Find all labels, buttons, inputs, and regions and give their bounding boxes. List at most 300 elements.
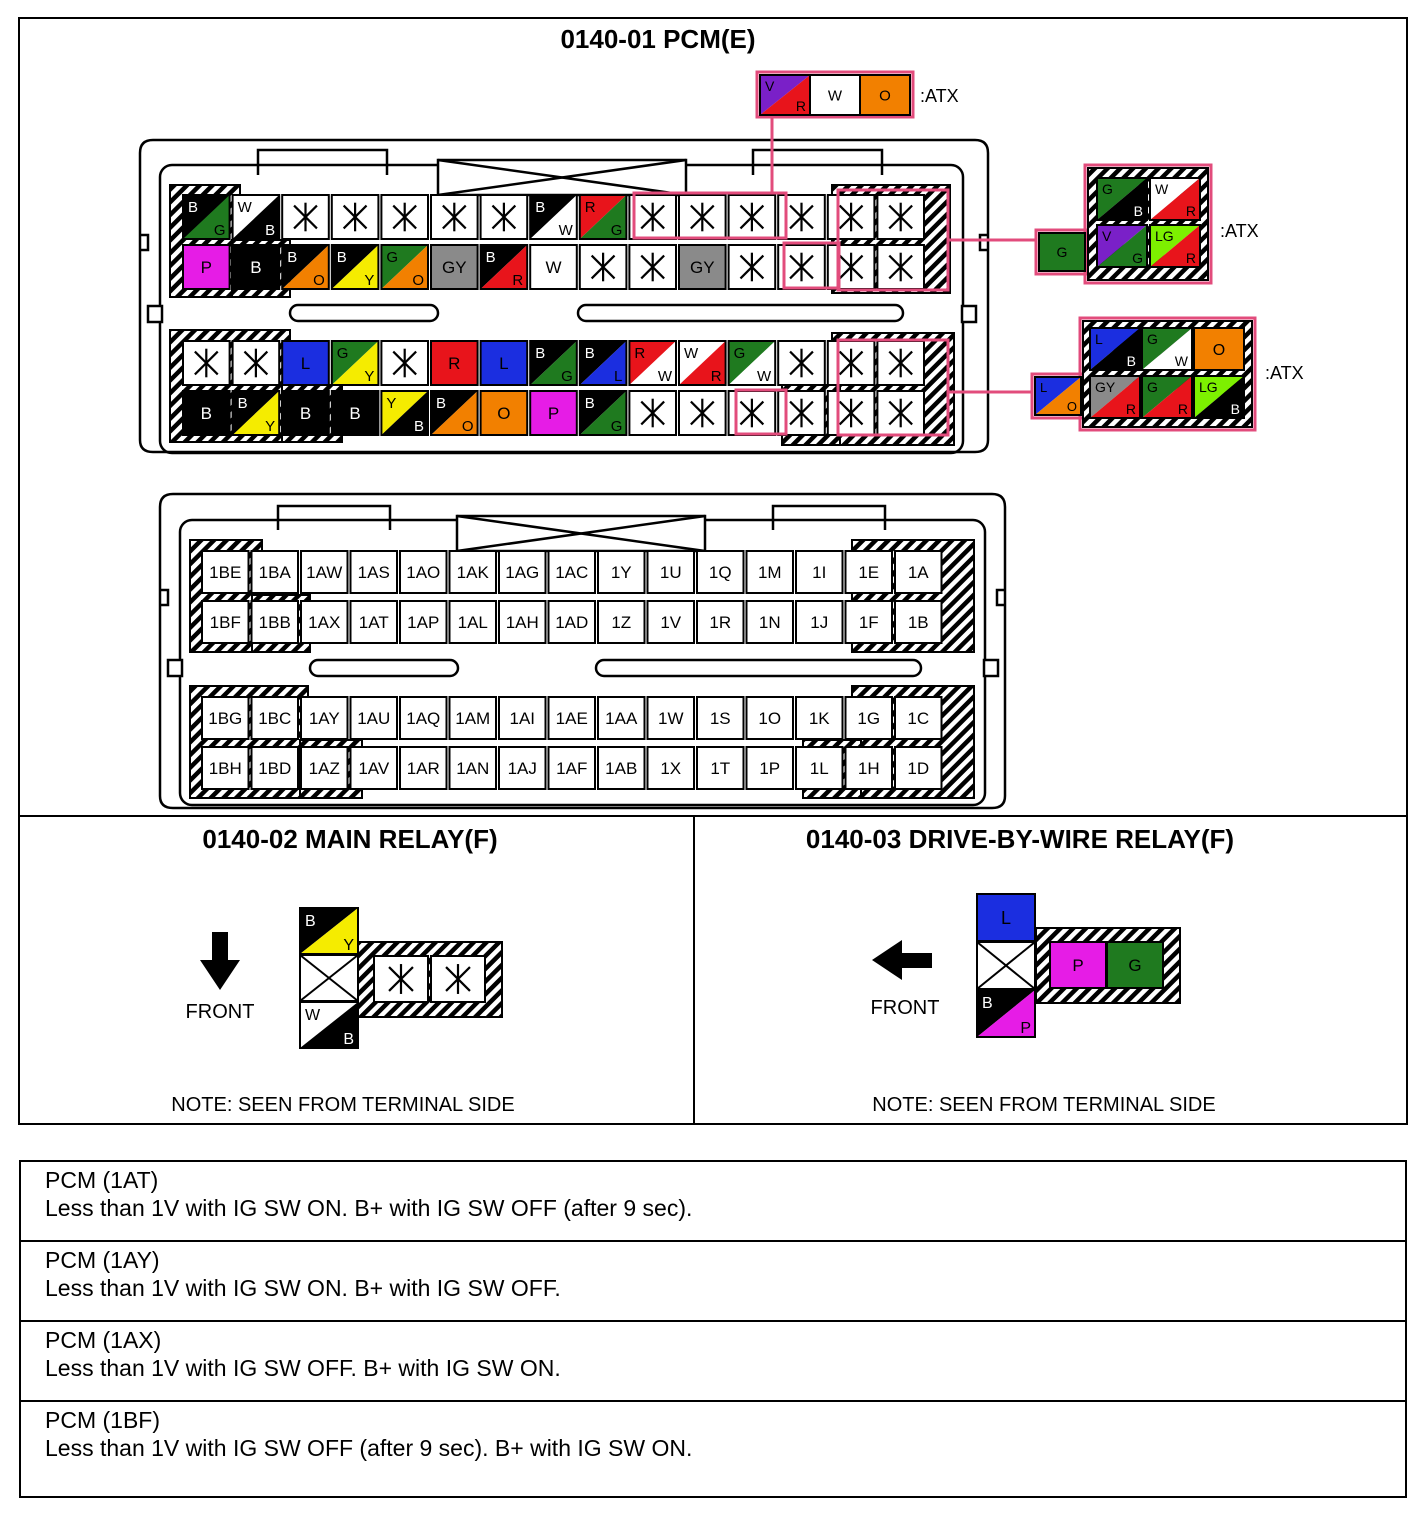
svg-text:G: G bbox=[733, 345, 746, 362]
svg-text:O: O bbox=[879, 87, 891, 105]
wire-pin bbox=[1035, 377, 1081, 415]
svg-text:V: V bbox=[765, 78, 775, 94]
wire-pin bbox=[431, 391, 478, 435]
note-text: Less than 1V with IG SW ON. B+ with IG SW OFF (after 9 sec). bbox=[45, 1195, 693, 1221]
terminal-cell bbox=[895, 697, 942, 739]
svg-text:1F: 1F bbox=[858, 613, 879, 632]
unused-pin bbox=[877, 391, 924, 435]
svg-text:1AU: 1AU bbox=[357, 709, 391, 728]
svg-text:P: P bbox=[200, 258, 212, 278]
wire-pin bbox=[580, 195, 627, 239]
svg-text:B: B bbox=[305, 913, 316, 930]
note-text: Less than 1V with IG SW OFF (after 9 sec). B+ with IG SW ON. bbox=[45, 1435, 693, 1461]
svg-text:B: B bbox=[336, 249, 347, 266]
svg-text:L: L bbox=[300, 354, 311, 374]
svg-text:R: R bbox=[1185, 250, 1196, 266]
svg-text:R: R bbox=[1125, 401, 1136, 417]
unused-pin bbox=[877, 245, 924, 289]
terminal-cell bbox=[697, 747, 744, 789]
svg-text:B: B bbox=[188, 199, 199, 216]
wire-pin bbox=[1194, 328, 1244, 370]
svg-text:W: W bbox=[827, 87, 843, 105]
wire-pin bbox=[977, 894, 1035, 941]
svg-text:1R: 1R bbox=[709, 613, 732, 632]
wire-pin bbox=[629, 341, 676, 385]
svg-text:B: B bbox=[1133, 203, 1143, 219]
svg-text:W: W bbox=[684, 345, 699, 362]
terminal-cell bbox=[252, 551, 299, 593]
terminal-cell bbox=[697, 601, 744, 643]
front-arrow-left-icon bbox=[872, 940, 932, 980]
svg-text:1K: 1K bbox=[808, 709, 830, 728]
wire-pin bbox=[1142, 328, 1192, 370]
svg-text:1AD: 1AD bbox=[555, 613, 589, 632]
svg-text:B: B bbox=[584, 345, 595, 362]
wire-pin bbox=[679, 245, 726, 289]
svg-text:1X: 1X bbox=[660, 759, 682, 778]
svg-text:1AL: 1AL bbox=[457, 613, 488, 632]
unused-pin bbox=[374, 956, 428, 1002]
wire-pin bbox=[233, 391, 280, 435]
svg-text:1E: 1E bbox=[858, 563, 880, 582]
svg-text:1AX: 1AX bbox=[308, 613, 341, 632]
wire-pin bbox=[282, 245, 329, 289]
svg-text:1AE: 1AE bbox=[555, 709, 588, 728]
terminal-cell bbox=[895, 747, 942, 789]
svg-text:1AP: 1AP bbox=[407, 613, 440, 632]
svg-text:1AZ: 1AZ bbox=[308, 759, 340, 778]
terminal-cell bbox=[549, 697, 596, 739]
wire-pin bbox=[1097, 225, 1147, 267]
svg-text:G: G bbox=[610, 418, 623, 435]
pcm-f-connector bbox=[190, 540, 974, 798]
terminal-cell bbox=[499, 601, 546, 643]
svg-text:B: B bbox=[413, 418, 424, 435]
svg-text:Y: Y bbox=[364, 272, 375, 289]
svg-text:1AS: 1AS bbox=[357, 563, 390, 582]
svg-text:W: W bbox=[757, 368, 772, 385]
svg-text:1BB: 1BB bbox=[258, 613, 291, 632]
terminal-cell bbox=[846, 551, 893, 593]
svg-text:G: G bbox=[1056, 244, 1068, 261]
svg-text:G: G bbox=[386, 249, 399, 266]
svg-text:1AY: 1AY bbox=[308, 709, 340, 728]
wire-pin bbox=[1090, 376, 1140, 418]
svg-text:LG: LG bbox=[1155, 228, 1174, 244]
svg-text:1AA: 1AA bbox=[605, 709, 638, 728]
wire-pin bbox=[431, 341, 478, 385]
front-arrow-down-icon bbox=[200, 932, 240, 990]
svg-text:O: O bbox=[461, 418, 474, 435]
svg-text:G: G bbox=[336, 345, 349, 362]
terminal-cell bbox=[351, 697, 398, 739]
svg-text:1AI: 1AI bbox=[509, 709, 536, 728]
svg-text:Y: Y bbox=[364, 368, 375, 385]
main-relay-note: NOTE: SEEN FROM TERMINAL SIDE bbox=[171, 1094, 515, 1116]
wire-pin bbox=[810, 75, 860, 115]
terminal-cell bbox=[400, 601, 447, 643]
svg-text:G: G bbox=[1147, 331, 1158, 347]
svg-text:B: B bbox=[535, 345, 546, 362]
svg-text:B: B bbox=[1230, 401, 1240, 417]
blank-pin bbox=[977, 942, 1035, 989]
unused-pin bbox=[877, 195, 924, 239]
terminal-cell bbox=[202, 697, 249, 739]
svg-text:R: R bbox=[584, 199, 596, 216]
wire-pin bbox=[332, 245, 379, 289]
wire-pin bbox=[332, 391, 379, 435]
unused-pin bbox=[877, 341, 924, 385]
svg-text:1Y: 1Y bbox=[610, 563, 632, 582]
svg-text:O: O bbox=[412, 272, 424, 289]
terminal-cell bbox=[895, 551, 942, 593]
svg-text:1BE: 1BE bbox=[209, 563, 242, 582]
svg-text:1AG: 1AG bbox=[505, 563, 540, 582]
unused-pin bbox=[431, 195, 478, 239]
terminal-cell bbox=[648, 747, 695, 789]
svg-text:1L: 1L bbox=[809, 759, 829, 778]
wire-pin bbox=[860, 75, 910, 115]
svg-text:1AH: 1AH bbox=[505, 613, 539, 632]
terminal-cell bbox=[301, 747, 348, 789]
svg-text:O: O bbox=[497, 404, 511, 424]
svg-text:GY: GY bbox=[690, 258, 715, 278]
svg-text:W: W bbox=[1174, 353, 1188, 369]
dbw-relay-note: NOTE: SEEN FROM TERMINAL SIDE bbox=[872, 1094, 1216, 1116]
svg-text:B: B bbox=[237, 395, 248, 412]
wire-pin bbox=[1194, 376, 1244, 418]
terminal-cell bbox=[252, 601, 299, 643]
terminal-cell bbox=[598, 697, 645, 739]
wire-pin bbox=[300, 1002, 358, 1048]
terminal-cell bbox=[846, 697, 893, 739]
svg-text:L: L bbox=[1000, 907, 1012, 928]
svg-text:L: L bbox=[1095, 331, 1103, 347]
terminal-cell bbox=[450, 601, 497, 643]
terminal-cell bbox=[846, 747, 893, 789]
svg-text:1AB: 1AB bbox=[605, 759, 638, 778]
svg-text:B: B bbox=[200, 404, 212, 424]
svg-text:1B: 1B bbox=[907, 613, 929, 632]
terminal-cell bbox=[747, 601, 794, 643]
wire-pin bbox=[233, 195, 280, 239]
wire-pin bbox=[481, 341, 528, 385]
wire-pin bbox=[1090, 328, 1140, 370]
unused-pin bbox=[729, 195, 776, 239]
svg-text:G: G bbox=[1102, 181, 1113, 197]
wire-pin bbox=[183, 245, 230, 289]
main-relay-title: 0140-02 MAIN RELAY(F) bbox=[202, 824, 498, 854]
svg-text:W: W bbox=[657, 368, 672, 385]
unused-pin bbox=[381, 195, 428, 239]
unused-pin bbox=[828, 391, 875, 435]
wire-pin bbox=[1050, 942, 1106, 988]
pcm-title: 0140-01 PCM(E) bbox=[560, 24, 756, 54]
wire-pin bbox=[183, 391, 230, 435]
svg-text:R: R bbox=[512, 272, 524, 289]
unused-pin bbox=[233, 341, 280, 385]
svg-text:P: P bbox=[1020, 1020, 1031, 1037]
svg-text:1BD: 1BD bbox=[258, 759, 292, 778]
svg-text:W: W bbox=[558, 222, 573, 239]
dbw-relay-connector bbox=[977, 894, 1180, 1037]
terminal-cell bbox=[598, 601, 645, 643]
svg-text:B: B bbox=[265, 222, 276, 239]
wire-pin bbox=[431, 245, 478, 289]
terminal-cell bbox=[598, 551, 645, 593]
unused-pin bbox=[679, 391, 726, 435]
unused-pin bbox=[828, 195, 875, 239]
svg-text:1AM: 1AM bbox=[455, 709, 491, 728]
terminal-cell bbox=[400, 747, 447, 789]
svg-text:1M: 1M bbox=[757, 563, 782, 582]
svg-text:1N: 1N bbox=[758, 613, 781, 632]
svg-text:G: G bbox=[561, 368, 573, 385]
terminal-cell bbox=[202, 601, 249, 643]
terminal-cell bbox=[499, 697, 546, 739]
terminal-cell bbox=[648, 551, 695, 593]
terminal-cell bbox=[450, 551, 497, 593]
terminal-cell bbox=[846, 601, 893, 643]
svg-text:L: L bbox=[499, 354, 509, 374]
svg-text:R: R bbox=[710, 368, 722, 385]
svg-text:O: O bbox=[1066, 399, 1077, 414]
unused-pin bbox=[282, 195, 329, 239]
svg-text:1G: 1G bbox=[857, 709, 881, 728]
svg-text:1BA: 1BA bbox=[258, 563, 291, 582]
svg-text:1S: 1S bbox=[709, 709, 731, 728]
wire-pin bbox=[481, 391, 528, 435]
svg-text:O: O bbox=[1212, 341, 1226, 359]
svg-text:1AW: 1AW bbox=[306, 563, 343, 582]
atx-label-low: :ATX bbox=[1265, 363, 1304, 383]
terminal-cell bbox=[301, 601, 348, 643]
svg-text:Y: Y bbox=[343, 937, 354, 954]
terminal-cell bbox=[351, 601, 398, 643]
svg-text:B: B bbox=[982, 995, 993, 1012]
terminal-cell bbox=[549, 747, 596, 789]
svg-text:L: L bbox=[614, 368, 623, 385]
unused-pin bbox=[629, 391, 676, 435]
wire-pin bbox=[381, 391, 428, 435]
svg-text:B: B bbox=[349, 404, 361, 424]
atx-label-top: :ATX bbox=[920, 86, 959, 106]
wire-pin bbox=[233, 245, 280, 289]
unused-pin bbox=[183, 341, 230, 385]
atx-label-mid: :ATX bbox=[1220, 221, 1259, 241]
terminal-cell bbox=[202, 747, 249, 789]
unused-pin bbox=[332, 195, 379, 239]
pcm-e-connector bbox=[170, 185, 954, 445]
svg-text:B: B bbox=[1126, 353, 1136, 369]
svg-text:1W: 1W bbox=[658, 709, 684, 728]
svg-text:G: G bbox=[1132, 250, 1143, 266]
notes-table bbox=[19, 1160, 1407, 1498]
terminal-cell bbox=[747, 551, 794, 593]
note-title: PCM (1AX) bbox=[45, 1327, 162, 1353]
svg-text:1BC: 1BC bbox=[258, 709, 292, 728]
note-title: PCM (1AT) bbox=[45, 1167, 159, 1193]
main-relay-front-label: FRONT bbox=[185, 1001, 255, 1023]
svg-text:1AO: 1AO bbox=[406, 563, 441, 582]
wire-pin bbox=[282, 391, 329, 435]
terminal-cell bbox=[895, 601, 942, 643]
note-title: PCM (1BF) bbox=[45, 1407, 160, 1433]
terminal-cell bbox=[252, 697, 299, 739]
terminal-cell bbox=[450, 697, 497, 739]
svg-text:R: R bbox=[634, 345, 646, 362]
svg-text:1V: 1V bbox=[660, 613, 682, 632]
svg-text:Y: Y bbox=[265, 418, 276, 435]
terminal-cell bbox=[796, 697, 843, 739]
svg-text:P: P bbox=[547, 404, 560, 424]
svg-text:1A: 1A bbox=[907, 563, 929, 582]
wire-pin bbox=[530, 195, 577, 239]
svg-text:B: B bbox=[250, 258, 262, 278]
blank-pin bbox=[300, 955, 358, 1001]
unused-pin bbox=[580, 245, 627, 289]
unused-pin bbox=[431, 956, 485, 1002]
wire-pin bbox=[530, 245, 577, 289]
svg-text:O: O bbox=[313, 272, 325, 289]
svg-text:1BH: 1BH bbox=[208, 759, 242, 778]
svg-text:1AC: 1AC bbox=[555, 563, 589, 582]
svg-text:1AN: 1AN bbox=[456, 759, 490, 778]
svg-text:G: G bbox=[213, 222, 226, 239]
svg-text:W: W bbox=[305, 1007, 321, 1024]
note-row bbox=[21, 1162, 1405, 1240]
dbw-relay-front-label: FRONT bbox=[870, 997, 940, 1019]
svg-text:1BF: 1BF bbox=[209, 613, 241, 632]
terminal-cell bbox=[648, 697, 695, 739]
svg-text:R: R bbox=[448, 354, 461, 374]
terminal-cell bbox=[351, 551, 398, 593]
main-relay-connector bbox=[300, 908, 502, 1048]
svg-text:B: B bbox=[343, 1031, 354, 1048]
terminal-cell bbox=[301, 697, 348, 739]
wire-pin bbox=[332, 341, 379, 385]
wire-pin bbox=[1039, 233, 1085, 271]
terminal-cell bbox=[549, 551, 596, 593]
svg-text:1T: 1T bbox=[710, 759, 731, 778]
unused-pin bbox=[778, 341, 825, 385]
unused-pin bbox=[481, 195, 528, 239]
svg-text:1U: 1U bbox=[659, 563, 682, 582]
unused-pin bbox=[828, 245, 875, 289]
svg-text:R: R bbox=[1185, 203, 1196, 219]
svg-text:1AK: 1AK bbox=[456, 563, 489, 582]
terminal-cell bbox=[252, 747, 299, 789]
svg-text:1AR: 1AR bbox=[406, 759, 440, 778]
wire-pin bbox=[1107, 942, 1163, 988]
svg-text:1J: 1J bbox=[810, 613, 829, 632]
wire-pin bbox=[530, 391, 577, 435]
svg-text:1AV: 1AV bbox=[358, 759, 390, 778]
note-title: PCM (1AY) bbox=[45, 1247, 160, 1273]
unused-pin bbox=[828, 341, 875, 385]
svg-text:1O: 1O bbox=[758, 709, 782, 728]
wire-pin bbox=[381, 245, 428, 289]
svg-text:W: W bbox=[237, 199, 252, 216]
svg-text:1I: 1I bbox=[812, 563, 827, 582]
svg-text:LG: LG bbox=[1199, 379, 1218, 395]
svg-text:1BG: 1BG bbox=[208, 709, 243, 728]
svg-text:W: W bbox=[1155, 181, 1169, 197]
svg-text:R: R bbox=[1177, 401, 1188, 417]
unused-pin bbox=[679, 195, 726, 239]
wire-pin bbox=[530, 341, 577, 385]
svg-text:1AQ: 1AQ bbox=[406, 709, 441, 728]
svg-text:1D: 1D bbox=[907, 759, 930, 778]
svg-text:1Q: 1Q bbox=[708, 563, 732, 582]
terminal-cell bbox=[747, 747, 794, 789]
wire-pin bbox=[1150, 178, 1200, 220]
svg-text:B: B bbox=[584, 395, 595, 412]
wire-pin bbox=[1097, 178, 1147, 220]
terminal-cell bbox=[796, 601, 843, 643]
svg-text:1C: 1C bbox=[907, 709, 930, 728]
svg-text:1Z: 1Z bbox=[611, 613, 632, 632]
svg-text:P: P bbox=[1072, 956, 1084, 976]
terminal-cell bbox=[747, 697, 794, 739]
terminal-cell bbox=[202, 551, 249, 593]
wire-pin bbox=[282, 341, 329, 385]
svg-text:1P: 1P bbox=[759, 759, 781, 778]
wire-pin bbox=[1150, 225, 1200, 267]
wire-pin bbox=[729, 341, 776, 385]
wire-pin bbox=[679, 341, 726, 385]
unused-pin bbox=[629, 195, 676, 239]
wire-pin bbox=[300, 908, 358, 954]
note-text: Less than 1V with IG SW ON. B+ with IG SW OFF. bbox=[45, 1275, 561, 1301]
svg-text:1H: 1H bbox=[857, 759, 880, 778]
svg-text:G: G bbox=[1147, 379, 1158, 395]
note-row bbox=[21, 1240, 1405, 1320]
terminal-cell bbox=[499, 747, 546, 789]
terminal-cell bbox=[796, 551, 843, 593]
svg-text:R: R bbox=[795, 98, 806, 114]
terminal-cell bbox=[697, 697, 744, 739]
unused-pin bbox=[629, 245, 676, 289]
svg-text:V: V bbox=[1102, 228, 1112, 244]
svg-text:L: L bbox=[1040, 380, 1048, 395]
svg-text:B: B bbox=[535, 199, 546, 216]
svg-text:B: B bbox=[299, 404, 312, 424]
svg-text:B: B bbox=[485, 249, 496, 266]
terminal-cell bbox=[549, 601, 596, 643]
terminal-cell bbox=[796, 747, 843, 789]
unused-pin bbox=[729, 245, 776, 289]
svg-text:W: W bbox=[545, 258, 562, 278]
wire-pin bbox=[1142, 376, 1192, 418]
wire-pin bbox=[183, 195, 230, 239]
svg-text:B: B bbox=[436, 395, 447, 412]
wire-pin bbox=[977, 990, 1035, 1037]
terminal-cell bbox=[450, 747, 497, 789]
wire-pin bbox=[580, 341, 627, 385]
terminal-cell bbox=[648, 601, 695, 643]
terminal-cell bbox=[598, 747, 645, 789]
svg-text:1AF: 1AF bbox=[556, 759, 588, 778]
wire-pin bbox=[580, 391, 627, 435]
svg-text:1AJ: 1AJ bbox=[507, 759, 537, 778]
dbw-relay-title: 0140-03 DRIVE-BY-WIRE RELAY(F) bbox=[805, 824, 1235, 854]
terminal-cell bbox=[499, 551, 546, 593]
unused-pin bbox=[381, 341, 428, 385]
note-text: Less than 1V with IG SW OFF. B+ with IG SW ON. bbox=[45, 1355, 561, 1381]
svg-text:1AT: 1AT bbox=[358, 613, 389, 632]
svg-text:B: B bbox=[287, 249, 298, 266]
